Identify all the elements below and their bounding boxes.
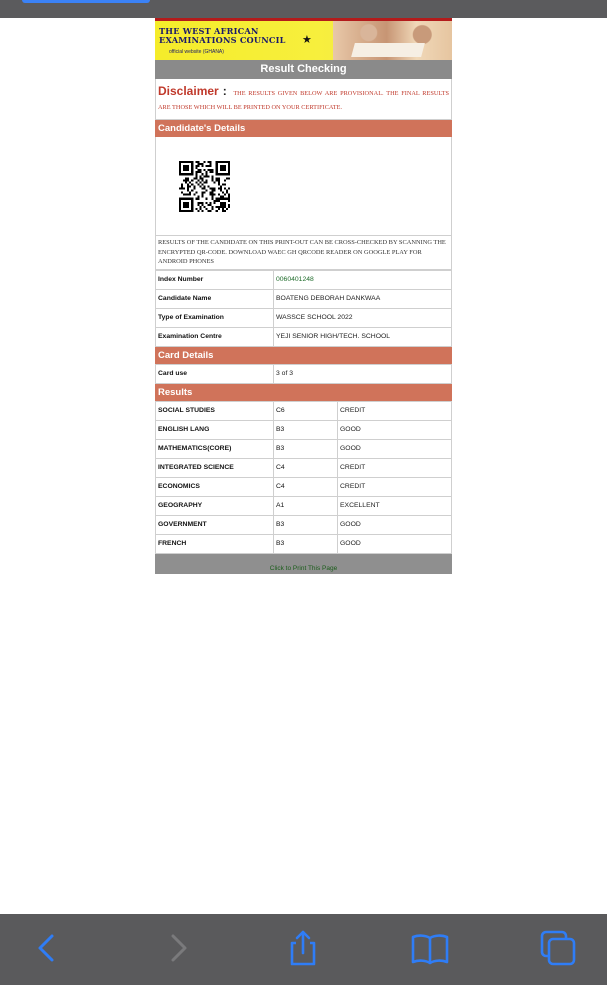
candidate-field-label: Candidate Name xyxy=(156,289,274,308)
waec-banner xyxy=(155,18,452,60)
org-name-line1: THE WEST AFRICAN xyxy=(159,26,259,36)
remark-cell: GOOD xyxy=(338,420,452,439)
remark-cell: CREDIT xyxy=(338,458,452,477)
table-row xyxy=(156,364,452,383)
card-table xyxy=(155,364,452,384)
tabs-icon[interactable] xyxy=(538,928,578,968)
org-name-line2: EXAMINATIONS COUNCIL xyxy=(159,35,286,45)
forward-icon xyxy=(157,928,197,968)
candidate-table xyxy=(155,270,452,347)
back-icon[interactable] xyxy=(28,928,68,968)
candidate-field-value: WASSCE SCHOOL 2022 xyxy=(274,308,452,327)
table-row xyxy=(156,496,452,515)
remark-cell: CREDIT xyxy=(338,477,452,496)
qr-note: RESULTS OF THE CANDIDATE ON THIS PRINT-OUT CAN BE CROSS-CHECKED BY SCANNING THE ENCRYPTED QR-CODE. DOWNLOAD WAEC GH QRCODE READER ON GOOGLE PLAY FOR ANDROID PHONES xyxy=(155,235,452,270)
results-table xyxy=(155,401,452,554)
table-row xyxy=(156,420,452,439)
grade-cell: C6 xyxy=(274,401,338,420)
subject-cell: SOCIAL STUDIES xyxy=(156,401,274,420)
candidate-field-value: YEJI SENIOR HIGH/TECH. SCHOOL xyxy=(274,327,452,346)
grade-cell: C4 xyxy=(274,477,338,496)
remark-cell: GOOD xyxy=(338,534,452,553)
banner-photo xyxy=(333,21,452,60)
candidate-field-label: Index Number xyxy=(156,270,274,289)
card-details-header: Card Details xyxy=(155,347,452,364)
table-row xyxy=(156,308,452,327)
waec-logo-text xyxy=(159,27,286,45)
browser-toolbar xyxy=(0,914,607,985)
star-icon: ★ xyxy=(302,34,312,46)
table-row xyxy=(156,289,452,308)
print-page-link[interactable]: Click to Print This Page xyxy=(155,554,452,574)
browser-top-bar xyxy=(0,0,607,18)
remark-cell: EXCELLENT xyxy=(338,496,452,515)
loading-progress xyxy=(22,0,150,3)
subject-cell: FRENCH xyxy=(156,534,274,553)
share-icon[interactable] xyxy=(283,928,323,968)
card-use-value: 3 of 3 xyxy=(274,364,452,383)
grade-cell: B3 xyxy=(274,515,338,534)
remark-cell: CREDIT xyxy=(338,401,452,420)
candidate-details-header: Candidate's Details xyxy=(155,120,452,137)
grade-cell: B3 xyxy=(274,439,338,458)
remark-cell: GOOD xyxy=(338,515,452,534)
table-row xyxy=(156,458,452,477)
card-use-label: Card use xyxy=(156,364,274,383)
disclaimer-text: THE RESULTS GIVEN BELOW ARE PROVISIONAL. THE FINAL RESULTS ARE THOSE WHICH WILL BE PRINTED ON YOUR CERTIFICATE. xyxy=(158,90,449,111)
table-row xyxy=(156,401,452,420)
subject-cell: ENGLISH LANG xyxy=(156,420,274,439)
qr-code-area xyxy=(155,137,452,235)
table-row xyxy=(156,515,452,534)
subject-cell: INTEGRATED SCIENCE xyxy=(156,458,274,477)
results-header: Results xyxy=(155,384,452,401)
result-page xyxy=(155,18,452,574)
table-row xyxy=(156,439,452,458)
candidate-field-label: Examination Centre xyxy=(156,327,274,346)
candidate-field-value: BOATENG DEBORAH DANKWAA xyxy=(274,289,452,308)
subject-cell: GOVERNMENT xyxy=(156,515,274,534)
bookmarks-icon[interactable] xyxy=(410,928,450,968)
grade-cell: B3 xyxy=(274,534,338,553)
remark-cell: GOOD xyxy=(338,439,452,458)
table-row xyxy=(156,534,452,553)
table-row xyxy=(156,270,452,289)
table-row xyxy=(156,477,452,496)
disclaimer-label: Disclaimer : xyxy=(158,84,227,98)
table-row xyxy=(156,327,452,346)
disclaimer xyxy=(155,79,452,120)
grade-cell: A1 xyxy=(274,496,338,515)
subject-cell: ECONOMICS xyxy=(156,477,274,496)
grade-cell: B3 xyxy=(274,420,338,439)
page-title: Result Checking xyxy=(155,60,452,79)
website-caption: official website (GHANA) xyxy=(169,49,224,55)
candidate-field-value: 0060401248 xyxy=(274,270,452,289)
qr-code-icon xyxy=(179,161,230,212)
subject-cell: MATHEMATICS(CORE) xyxy=(156,439,274,458)
grade-cell: C4 xyxy=(274,458,338,477)
subject-cell: GEOGRAPHY xyxy=(156,496,274,515)
candidate-field-label: Type of Examination xyxy=(156,308,274,327)
